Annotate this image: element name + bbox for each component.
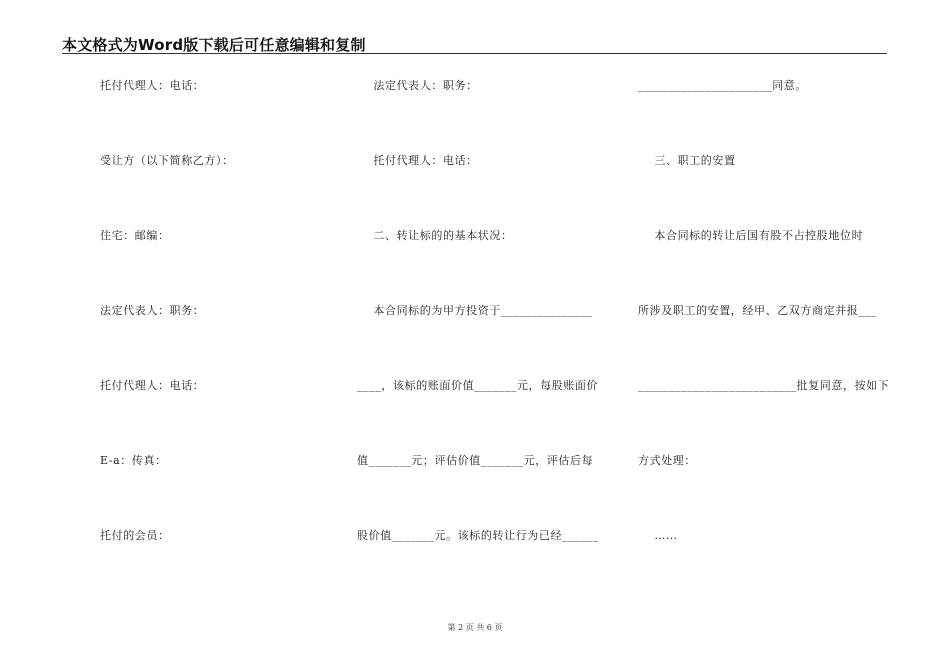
text-line: E-a：传真： — [100, 454, 167, 467]
text-line: __________________________批复同意，按如下 — [638, 379, 890, 392]
text-line: ______________________同意。 — [638, 79, 807, 92]
header-divider — [62, 53, 887, 54]
text-line: 托付代理人：电话： — [357, 154, 478, 167]
text-line: …… — [638, 529, 678, 542]
text-line: 托付代理人：电话： — [100, 379, 205, 392]
text-line: 本合同标的为甲方投资于_______________ — [357, 304, 593, 317]
text-line: 方式处理： — [638, 454, 696, 467]
text-line: 法定代表人：职务： — [357, 79, 478, 92]
text-line: 三、职工的安置 — [638, 154, 736, 167]
text-line: 值_______元；评估价值_______元，评估后每 — [357, 454, 594, 467]
text-line: 托付的会员： — [100, 529, 170, 542]
text-line: 法定代表人：职务： — [100, 304, 205, 317]
text-line: 股价值_______元。该标的转让行为已经______ — [357, 529, 599, 542]
page-number-footer: 第 2 页 共 6 页 — [447, 623, 503, 632]
text-line: 二、转让标的的基本状况： — [357, 229, 513, 242]
text-line: 住宅：邮编： — [100, 229, 170, 242]
text-line: ____，该标的账面价值_______元，每股账面价 — [357, 379, 599, 392]
text-line: 托付代理人：电话： — [100, 79, 205, 92]
text-line: 本合同标的转让后国有股不占控股地位时 — [638, 229, 864, 242]
document-header-title: 本文格式为Word版下载后可任意编辑和复制 — [62, 36, 366, 54]
text-line: 受让方（以下简称乙方）： — [100, 154, 234, 167]
text-line: 所涉及职工的安置，经甲、乙双方商定并报___ — [638, 304, 877, 317]
